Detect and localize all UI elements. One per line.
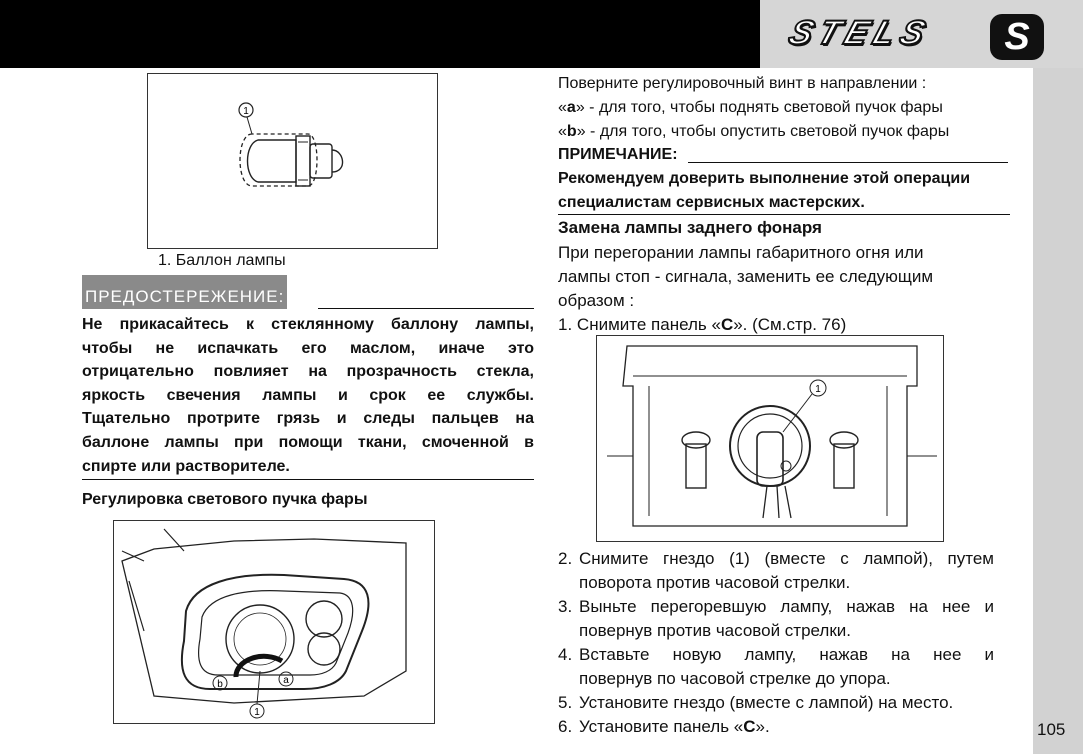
step-number: 5. (558, 693, 573, 712)
tail-lamp-figure (596, 335, 944, 542)
step-line: повернув против часовой стрелки. (579, 621, 852, 640)
note-line-2: специалистам сервисных мастерских. (558, 194, 865, 211)
tail-lamp-para-2: лампы стоп - сигнала, заменить ее следующим (558, 267, 934, 286)
direction-b-text: - для того, чтобы опустить световой пучок фары (585, 123, 950, 140)
step-line: повернув по часовой стрелке до упора. (579, 669, 891, 688)
warning-text (82, 313, 534, 478)
step-item (558, 595, 994, 643)
brand-logo: STELS (783, 14, 936, 52)
tail-lamp-para-1: При перегорании лампы габаритного огня или (558, 243, 924, 262)
adjust-intro: Поверните регулировочный винт в направлении : (558, 75, 927, 92)
warning-line: спирте или растворителе. (82, 457, 290, 475)
warning-header (82, 275, 534, 309)
tail-lamp-heading: Замена лампы заднего фонаря (558, 218, 822, 237)
step-6-key: C (743, 717, 756, 736)
note-line-1: Рекомендуем доверить выполнение этой операции (558, 170, 971, 187)
step-number: 3. (558, 597, 573, 616)
warning-line: отрицательно повлияет на прозрачность стекла, (82, 363, 534, 381)
step-line: поворота против часовой стрелки. (579, 573, 851, 592)
step-line: Установите гнездо (вместе с лампой) на место. (579, 693, 954, 712)
headlight-label-b: b (217, 679, 223, 690)
tail-lamp-callout-number: 1 (815, 384, 821, 395)
step-1 (558, 315, 846, 335)
tail-lamp-illustration (597, 336, 943, 541)
warning-line: чтобы не испачкать его маслом, иначе это (82, 339, 534, 357)
tail-lamp-steps (558, 547, 994, 739)
page-sidebar (1033, 68, 1083, 754)
step-text (579, 715, 994, 739)
note-rule (688, 162, 1008, 163)
step-text (579, 643, 994, 691)
step-6-pre: Установите панель « (579, 717, 744, 736)
step-1-pre: Снимите панель « (576, 315, 721, 334)
warning-line: Не прикасайтесь к стеклянному баллону лампы, (82, 316, 534, 333)
step-line: Выньте перегоревшую лампу, нажав на нее и (579, 597, 994, 616)
warning-line: яркость свечения лампы и срок ее службы. (82, 386, 534, 404)
step-item (558, 643, 994, 691)
step-number: 2. (558, 549, 573, 568)
note-bottom-rule (558, 214, 1010, 215)
step-line: Вставьте новую лампу, нажав на нее и (579, 645, 994, 664)
step-1-post: ». (См.стр. 76) (733, 315, 847, 334)
headlight-label-1: 1 (254, 707, 260, 718)
header-bar (0, 0, 760, 68)
step-1-key: C (720, 315, 734, 334)
direction-b-line: «b» - для того, чтобы опустить световой пучок фары (558, 123, 950, 140)
warning-bottom-rule (82, 479, 534, 480)
step-number: 6. (558, 717, 573, 736)
direction-a-text: - для того, чтобы поднять световой пучок фары (584, 99, 943, 116)
step-item (558, 691, 994, 715)
tail-lamp-para-3: образом : (558, 291, 635, 310)
step-item (558, 715, 994, 739)
direction-a-line: «a» - для того, чтобы поднять световой пучок фары (558, 99, 943, 116)
warning-line: Тщательно протрите грязь и следы пальцев на (82, 410, 534, 428)
step-number: 4. (558, 645, 573, 664)
warning-rule (318, 308, 534, 309)
page-number: 105 (1037, 720, 1066, 739)
step-1-number: 1. (558, 315, 573, 334)
brand-badge: S (990, 14, 1044, 60)
headlight-figure (113, 520, 435, 724)
warning-line: баллоне лампы при помощи ткани, смоченной в (82, 433, 534, 451)
step-text (579, 547, 994, 595)
step-item (558, 547, 994, 595)
warning-label: ПРЕДОСТЕРЕЖЕНИЕ: (82, 275, 287, 309)
bulb-callout-number: 1 (243, 106, 249, 117)
headlight-label-a: a (283, 675, 289, 686)
step-text (579, 595, 994, 643)
bulb-figure (147, 73, 438, 249)
headlight-adjust-heading: Регулировка светового пучка фары (82, 491, 368, 508)
direction-a-key: a (566, 99, 576, 116)
bulb-illustration (148, 74, 437, 248)
step-line: Снимите гнездо (1) (вместе с лампой), путем (579, 549, 994, 568)
direction-b-key: b (566, 123, 577, 140)
step-6-post: ». (755, 717, 770, 736)
bulb-figure-caption: 1. Баллон лампы (158, 252, 286, 269)
headlight-illustration (114, 521, 434, 723)
note-label: ПРИМЕЧАНИЕ: (558, 146, 678, 163)
